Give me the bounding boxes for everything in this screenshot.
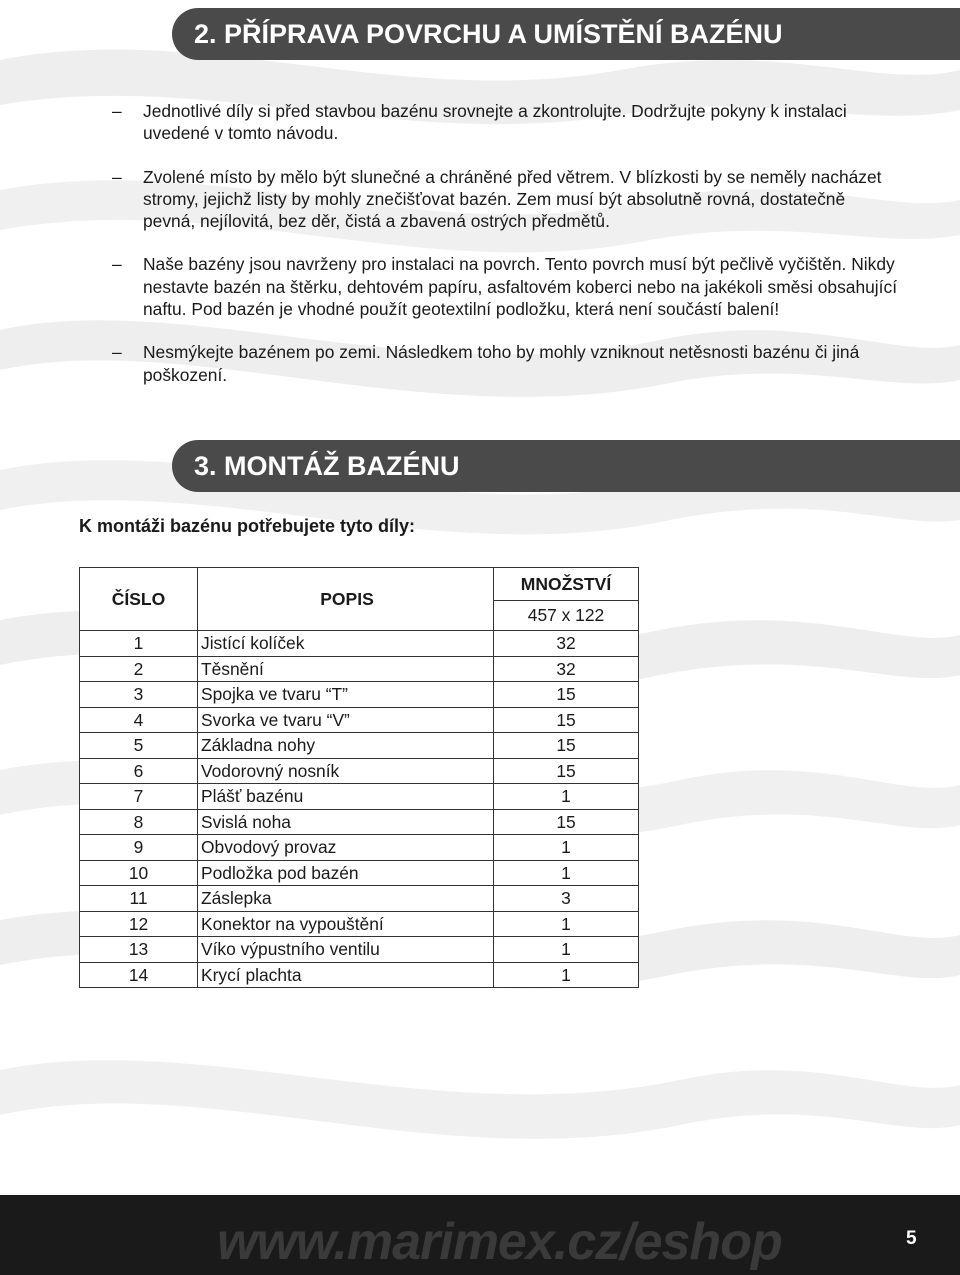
table-row: [80, 758, 639, 784]
instruction-text: Naše bazény jsou navrženy pro instalaci na povrch. Tento povrch musí být pečlivě vyčištěn. Nikdy nestavte bazén na štěrku, dehtovém papíru, asfaltovém koberci nebo na jakékoli směsi obsahující naftu. Pod bazén je vhodné použít geotextilní podložku, která není součástí balení!: [143, 254, 898, 320]
bullet-dash: –: [112, 166, 122, 187]
column-header-quantity: MNOŽSTVÍ: [494, 568, 639, 601]
bullet-dash: –: [112, 101, 122, 121]
footer-website-url: www.marimex.cz/eshop: [217, 1213, 782, 1271]
table-row: [80, 886, 639, 912]
table-row: [80, 860, 639, 886]
part-description-cell: Svislá noha: [198, 809, 494, 835]
preparation-instructions-list: [112, 100, 902, 407]
instruction-text: Nesmýkejte bazénem po zemi. Následkem toho by mohly vzniknout netěsnosti bazénu či jiná poškození.: [143, 342, 860, 385]
part-quantity-cell: 1: [494, 860, 639, 886]
part-description-cell: Konektor na vypouštění: [198, 911, 494, 937]
part-number-cell: 14: [80, 962, 198, 988]
parts-table-body: [80, 631, 639, 988]
part-number-cell: 10: [80, 860, 198, 886]
bullet-dash: –: [112, 254, 122, 275]
part-description-cell: Plášť bazénu: [198, 784, 494, 810]
table-row: [80, 784, 639, 810]
part-description-cell: Základna nohy: [198, 733, 494, 759]
part-quantity-cell: 15: [494, 809, 639, 835]
table-row: [80, 937, 639, 963]
instruction-text: Jednotlivé díly si před stavbou bazénu srovnejte a zkontrolujte. Dodržujte pokyny k instalaci uvedené v tomto návodu.: [143, 101, 847, 144]
part-quantity-cell: 15: [494, 733, 639, 759]
part-number-cell: 7: [80, 784, 198, 810]
part-number-cell: 1: [80, 631, 198, 657]
column-header-number: ČÍSLO: [80, 568, 198, 631]
table-row: [80, 911, 639, 937]
part-number-cell: 8: [80, 809, 198, 835]
part-quantity-cell: 1: [494, 937, 639, 963]
instruction-text: Zvolené místo by mělo být slunečné a chráněné před větrem. V blízkosti by se neměly nacházet stromy, jejichž listy by mohly znečišťovat bazén. Zem musí být absolutně rovná, dostatečně pevná, nejílovitá, bez děr, čistá a zbavená ostrých předmětů.: [143, 166, 882, 232]
part-description-cell: Vodorovný nosník: [198, 758, 494, 784]
part-quantity-cell: 15: [494, 707, 639, 733]
part-description-cell: Spojka ve tvaru “T”: [198, 682, 494, 708]
table-row: [80, 707, 639, 733]
part-description-cell: Krycí plachta: [198, 962, 494, 988]
section-3-title: 3. MONTÁŽ BAZÉNU: [194, 451, 460, 481]
part-description-cell: Víko výpustního ventilu: [198, 937, 494, 963]
part-quantity-cell: 32: [494, 631, 639, 657]
part-number-cell: 11: [80, 886, 198, 912]
table-row: [80, 631, 639, 657]
section-2-header: [172, 8, 960, 60]
part-description-cell: Obvodový provaz: [198, 835, 494, 861]
table-row: [80, 835, 639, 861]
table-row: [80, 962, 639, 988]
table-header-row: [80, 568, 639, 601]
column-header-description: POPIS: [198, 568, 494, 631]
part-number-cell: 4: [80, 707, 198, 733]
table-row: [80, 656, 639, 682]
list-item: [112, 166, 902, 233]
section-3-header: [172, 440, 960, 492]
part-number-cell: 2: [80, 656, 198, 682]
part-quantity-cell: 3: [494, 886, 639, 912]
page-number: 5: [906, 1228, 917, 1249]
bullet-dash: –: [112, 342, 122, 363]
part-description-cell: Podložka pod bazén: [198, 860, 494, 886]
parts-subheading: K montáži bazénu potřebujete tyto díly:: [79, 516, 416, 536]
part-number-cell: 5: [80, 733, 198, 759]
list-item: [112, 253, 902, 320]
part-quantity-cell: 1: [494, 962, 639, 988]
part-quantity-cell: 1: [494, 784, 639, 810]
section-2-title: 2. PŘÍPRAVA POVRCHU A UMÍSTĚNÍ BAZÉNU: [194, 19, 783, 49]
pool-size-label: 457 x 122: [494, 601, 639, 631]
part-number-cell: 12: [80, 911, 198, 937]
part-quantity-cell: 32: [494, 656, 639, 682]
table-row: [80, 809, 639, 835]
part-number-cell: 13: [80, 937, 198, 963]
list-item: [112, 341, 902, 386]
part-number-cell: 6: [80, 758, 198, 784]
part-quantity-cell: 1: [494, 911, 639, 937]
table-row: [80, 733, 639, 759]
part-description-cell: Těsnění: [198, 656, 494, 682]
part-quantity-cell: 1: [494, 835, 639, 861]
part-quantity-cell: 15: [494, 758, 639, 784]
part-description-cell: Záslepka: [198, 886, 494, 912]
part-quantity-cell: 15: [494, 682, 639, 708]
part-description-cell: Svorka ve tvaru “V”: [198, 707, 494, 733]
parts-table: [79, 567, 639, 988]
part-number-cell: 9: [80, 835, 198, 861]
table-row: [80, 682, 639, 708]
part-number-cell: 3: [80, 682, 198, 708]
list-item: [112, 100, 902, 145]
part-description-cell: Jistící kolíček: [198, 631, 494, 657]
